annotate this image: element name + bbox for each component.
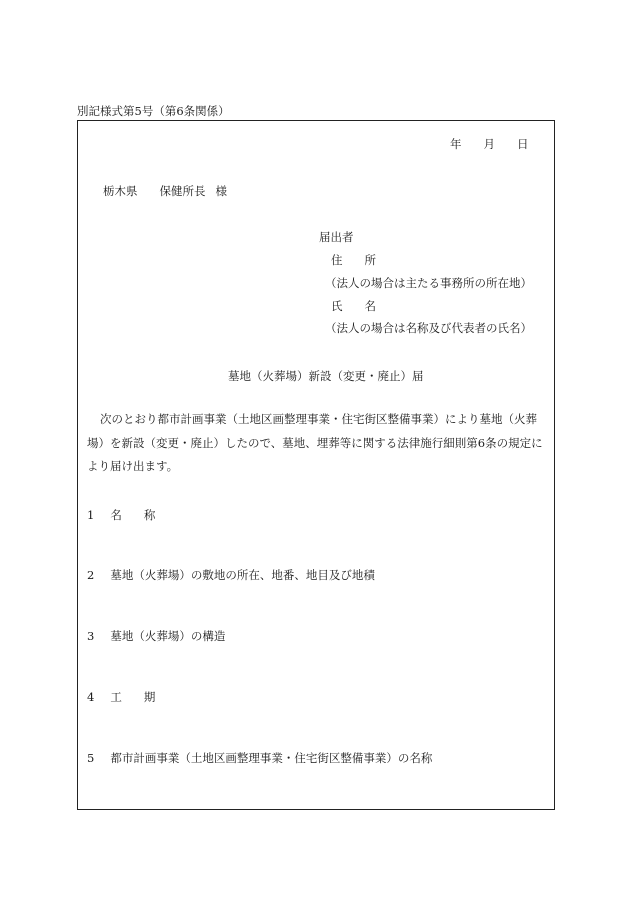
name-label-2: 名	[364, 299, 376, 313]
item-label-2: 期	[143, 690, 156, 704]
date-year: 年	[450, 137, 462, 151]
document-title: 墓地（火葬場）新設（変更・廃止）届	[228, 369, 424, 383]
addressee-office: 保健所長	[159, 184, 206, 198]
item-5	[87, 751, 432, 765]
addressee-prefecture: 栃木県	[103, 184, 138, 198]
item-3	[87, 629, 225, 643]
item-1	[87, 508, 155, 522]
body-line-3: より届け出ます。	[87, 459, 179, 473]
item-label-1: 工	[110, 690, 122, 704]
name-label	[331, 299, 376, 313]
form-number: 別記様式第5号（第6条関係）	[77, 104, 230, 118]
addressee	[103, 184, 227, 198]
name-label-1: 氏	[331, 299, 343, 313]
item-label: 墓地（火葬場）の敷地の所在、地番、地目及び地積	[110, 568, 375, 582]
applicant-heading: 届出者	[319, 230, 354, 244]
item-label: 墓地（火葬場）の構造	[110, 629, 226, 643]
body-line-2: 場）を新設（変更・廃止）したので、墓地、埋葬等に関する法律施行細則第6条の規定に	[87, 436, 543, 450]
item-label: 都市計画事業（土地区画整理事業・住宅街区整備事業）の名称	[110, 751, 433, 765]
item-number: 1	[87, 508, 95, 522]
item-number: 3	[87, 629, 95, 643]
item-2	[87, 568, 375, 582]
item-number: 2	[87, 568, 95, 582]
date-line	[450, 137, 529, 151]
item-number: 5	[87, 751, 95, 765]
addressee-honorific: 様	[215, 184, 227, 198]
address-label	[331, 253, 376, 267]
item-label-2: 称	[143, 508, 156, 522]
date-day: 日	[517, 137, 529, 151]
item-label-1: 名	[110, 508, 122, 522]
item-4	[87, 690, 155, 704]
address-label-1: 住	[331, 253, 343, 267]
name-note: （法人の場合は名称及び代表者の氏名）	[325, 321, 532, 335]
body-line-1: 次のとおり都市計画事業（土地区画整理事業・住宅街区整備事業）により墓地（火葬	[100, 412, 537, 426]
address-note: （法人の場合は主たる事務所の所在地）	[325, 276, 532, 290]
address-label-2: 所	[364, 253, 376, 267]
date-month: 月	[483, 137, 495, 151]
item-number: 4	[87, 690, 95, 704]
